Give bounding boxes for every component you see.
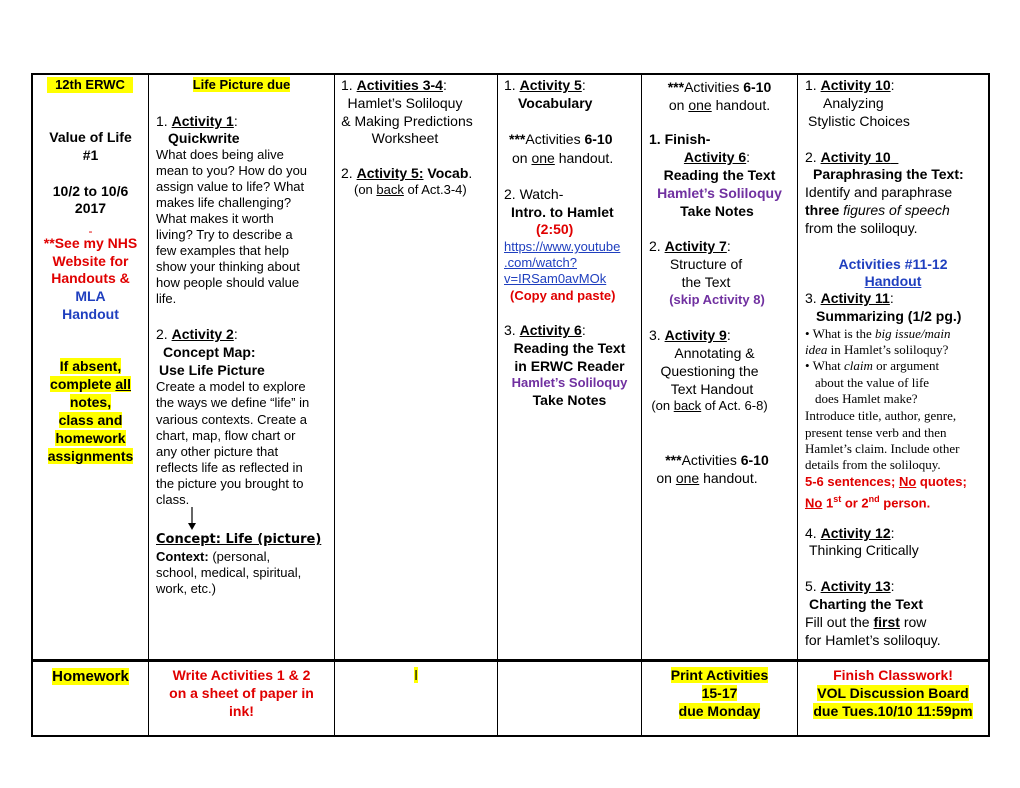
activities-6-10-note: ***Activities 6-10	[665, 452, 769, 468]
nhs-note: Handouts &	[51, 270, 130, 286]
activity-12-heading: 4. Activity 12:	[805, 525, 895, 541]
homework-friday	[798, 663, 988, 735]
tuesday-column	[335, 75, 497, 660]
unit-title: Value of Life	[49, 129, 132, 145]
one-handout-note: on one handout.	[656, 470, 758, 486]
activity-6-name: in ERWC Reader	[514, 358, 625, 374]
bullet-question: does Hamlet make?	[815, 391, 918, 406]
activity-1-heading: 1. Activity 1:	[156, 113, 238, 129]
activity-9-line: Annotating &	[674, 345, 755, 361]
homework-label-cell	[33, 663, 148, 735]
activity-7-heading: 2. Activity 7:	[649, 238, 731, 254]
homework-tuesday	[335, 663, 497, 735]
context-line: work, etc.)	[156, 581, 216, 596]
prompt-line: Create a model to explore	[156, 379, 306, 394]
bullet-question: • What is the big issue/main	[805, 326, 951, 341]
activity-10b-line: from the soliloquy.	[805, 220, 918, 236]
activity-11-name: Summarizing (1/2 pg.)	[816, 308, 962, 324]
prompt-line: show your thinking about	[156, 259, 300, 274]
table-border-right	[988, 73, 990, 737]
vocabulary-label: Vocabulary	[518, 95, 593, 111]
video-link[interactable]: v=IRSam0avMOk	[504, 271, 607, 286]
absent-note: If absent,	[59, 358, 122, 374]
activity-9-heading: 3. Activity 9:	[649, 327, 731, 343]
homework-line: Finish Classwork!	[833, 667, 953, 683]
prompt-line: the picture you brought to	[156, 476, 304, 491]
activity-9-line: Text Handout	[670, 381, 754, 397]
one-handout-note: on one handout.	[512, 150, 614, 166]
thursday-column	[642, 75, 797, 660]
homework-monday	[149, 663, 334, 735]
activity-6-name: Take Notes	[532, 392, 607, 408]
activities-3-4-line: & Making Predictions	[341, 113, 473, 129]
bullet-question: idea in Hamlet’s soliloquy?	[805, 342, 949, 357]
nhs-note: MLA	[75, 288, 106, 304]
summary-instructions: present tense verb and then	[805, 425, 947, 440]
prompt-line: assign value to life? What	[156, 179, 305, 194]
video-link[interactable]: https://www.youtube	[504, 239, 621, 254]
handout-link[interactable]: Handout	[864, 273, 922, 289]
activity-9-note: (on back of Act. 6-8)	[651, 398, 768, 413]
skip-note: (skip Activity 8)	[669, 292, 765, 307]
arrow-down-icon	[186, 507, 198, 531]
bullet-question: about the value of life	[815, 375, 930, 390]
bullet-question: • What claim or argument	[805, 358, 940, 373]
activity-2-heading: 2. Activity 2:	[156, 326, 238, 342]
info-column	[33, 75, 148, 660]
activity-10b-line: Identify and paraphrase	[805, 184, 953, 200]
activity-13-heading: 5. Activity 13:	[805, 578, 895, 594]
activity-6-name: Reading the Text	[663, 167, 776, 183]
activity-5-note: (on back of Act.3-4)	[354, 182, 467, 197]
absent-note: complete all	[50, 376, 131, 392]
activity-11-heading: 3. Activity 11:	[805, 290, 894, 306]
activity-6-name: Reading the Text	[513, 340, 626, 356]
activity-9-line: Questioning the	[660, 363, 759, 379]
activity-6-heading: Activity 6:	[683, 149, 751, 165]
video-link[interactable]: .com/watch?	[504, 255, 577, 270]
activity-1-name: Quickwrite	[168, 130, 240, 146]
absent-note: class and	[58, 412, 123, 428]
activities-3-4-line: Hamlet’s Soliloquy	[347, 95, 463, 111]
absent-note: assignments	[47, 448, 134, 464]
activity-12-name: Thinking Critically	[809, 542, 919, 558]
course-title: 12th ERWC	[47, 77, 133, 93]
prompt-line: how people should value	[156, 275, 300, 290]
homework-line: 15-17	[701, 685, 738, 701]
nhs-note: Website for	[52, 253, 129, 269]
prompt-line: living? Try to describe a	[156, 227, 293, 242]
activities-3-4-line: Worksheet	[371, 130, 439, 146]
activity-6-text: Hamlet’s Soliloquy	[511, 375, 628, 390]
activity-10b-name: Paraphrasing the Text:	[813, 166, 964, 182]
homework-thursday	[642, 663, 797, 735]
activity-6-name: Take Notes	[680, 203, 754, 219]
activity-2-name: Concept Map:	[163, 344, 256, 360]
friday-column	[798, 75, 988, 660]
prompt-line: life.	[156, 291, 177, 306]
prompt-line: various contexts. Create a	[156, 412, 308, 427]
prompt-line: makes life challenging?	[156, 195, 292, 210]
finish-heading: 1. Finish-	[649, 131, 711, 147]
activity-10-heading: 1. Activity 10:	[805, 77, 895, 93]
dash: -	[88, 224, 93, 238]
activity-2-name: Use Life Picture	[159, 362, 265, 378]
activity-5-heading: 1. Activity 5:	[504, 77, 586, 93]
prompt-line: few examples that help	[156, 243, 289, 258]
table-border-bottom	[31, 735, 990, 737]
context-line: school, medical, spiritual,	[156, 565, 302, 580]
summary-rule: No 1st or 2nd person.	[805, 494, 931, 511]
unit-number: #1	[82, 147, 99, 163]
homework-line: VOL Discussion Board	[817, 685, 969, 701]
one-handout-note: on one handout.	[668, 97, 771, 113]
activities-6-10-note: ***Activities 6-10	[509, 131, 613, 147]
concept-label: Concept: Life (picture)	[156, 532, 322, 547]
homework-line: due Tues.10/10 11:59pm	[813, 703, 973, 719]
homework-line: due Monday	[678, 703, 761, 719]
summary-instructions: Introduce title, author, genre,	[805, 408, 957, 423]
video-title: Intro. to Hamlet	[511, 204, 614, 220]
prompt-line: reflects life as reflected in	[156, 460, 303, 475]
summary-instructions: details from the soliloquy.	[805, 457, 941, 472]
activity-10-line: Stylistic Choices	[808, 113, 910, 129]
activity-6-heading: 3. Activity 6:	[504, 322, 586, 338]
homework-line: on a sheet of paper in	[169, 685, 314, 701]
activities-6-10-note: ***Activities 6-10	[667, 79, 772, 95]
monday-column	[149, 75, 334, 660]
homework-line: ink!	[229, 703, 254, 719]
date-year: 2017	[74, 200, 107, 216]
absent-note: notes,	[69, 394, 112, 410]
copy-paste-note: (Copy and paste)	[510, 288, 616, 303]
activity-5-heading: 2. Activity 5: Vocab.	[341, 165, 473, 181]
homework-line: Print Activities	[670, 667, 769, 683]
activity-10b-heading: 2. Activity 10	[805, 149, 891, 165]
prompt-line: the ways we define “life” in	[156, 395, 310, 410]
wednesday-column	[498, 75, 641, 660]
nhs-note: Handout	[62, 306, 119, 322]
prompt-line: class.	[156, 492, 190, 507]
context-line: Context: (personal,	[156, 549, 271, 564]
video-duration: (2:50)	[536, 221, 574, 237]
activity-13-line: for Hamlet’s soliloquy.	[805, 632, 941, 648]
activity-13-line: Fill out the first row	[805, 614, 927, 630]
activities-11-12-label: Activities #11-12	[838, 256, 948, 272]
absent-note: homework	[55, 430, 126, 446]
prompt-line: mean to you? How do you	[156, 163, 308, 178]
homework-line: Write Activities 1 & 2	[172, 667, 311, 683]
prompt-line: What does being alive	[156, 147, 284, 162]
activity-10b-line: three figures of speech	[805, 202, 950, 218]
prompt-line: chart, map, flow chart or	[156, 428, 296, 443]
prompt-line: What makes it worth	[156, 211, 274, 226]
activity-6-text: Hamlet’s Soliloquy	[657, 185, 782, 201]
summary-rule: 5-6 sentences; No quotes;	[805, 474, 967, 489]
homework-line: l	[414, 667, 418, 683]
prompt-line: any other picture that	[156, 444, 279, 459]
life-picture-due: Life Picture due	[192, 77, 291, 92]
activity-13-name: Charting the Text	[809, 596, 924, 612]
activity-7-line: Structure of	[669, 256, 743, 272]
activity-10-line: Analyzing	[823, 95, 884, 111]
summary-instructions: Hamlet’s claim. Include other	[805, 441, 960, 456]
activity-7-line: the Text	[681, 274, 731, 290]
date-range: 10/2 to 10/6	[52, 183, 129, 199]
activities-3-4-heading: 1. Activities 3-4:	[341, 77, 447, 93]
homework-label: Homework	[52, 668, 129, 685]
nhs-note: **See my NHS	[43, 235, 138, 251]
watch-heading: 2. Watch-	[504, 186, 564, 202]
